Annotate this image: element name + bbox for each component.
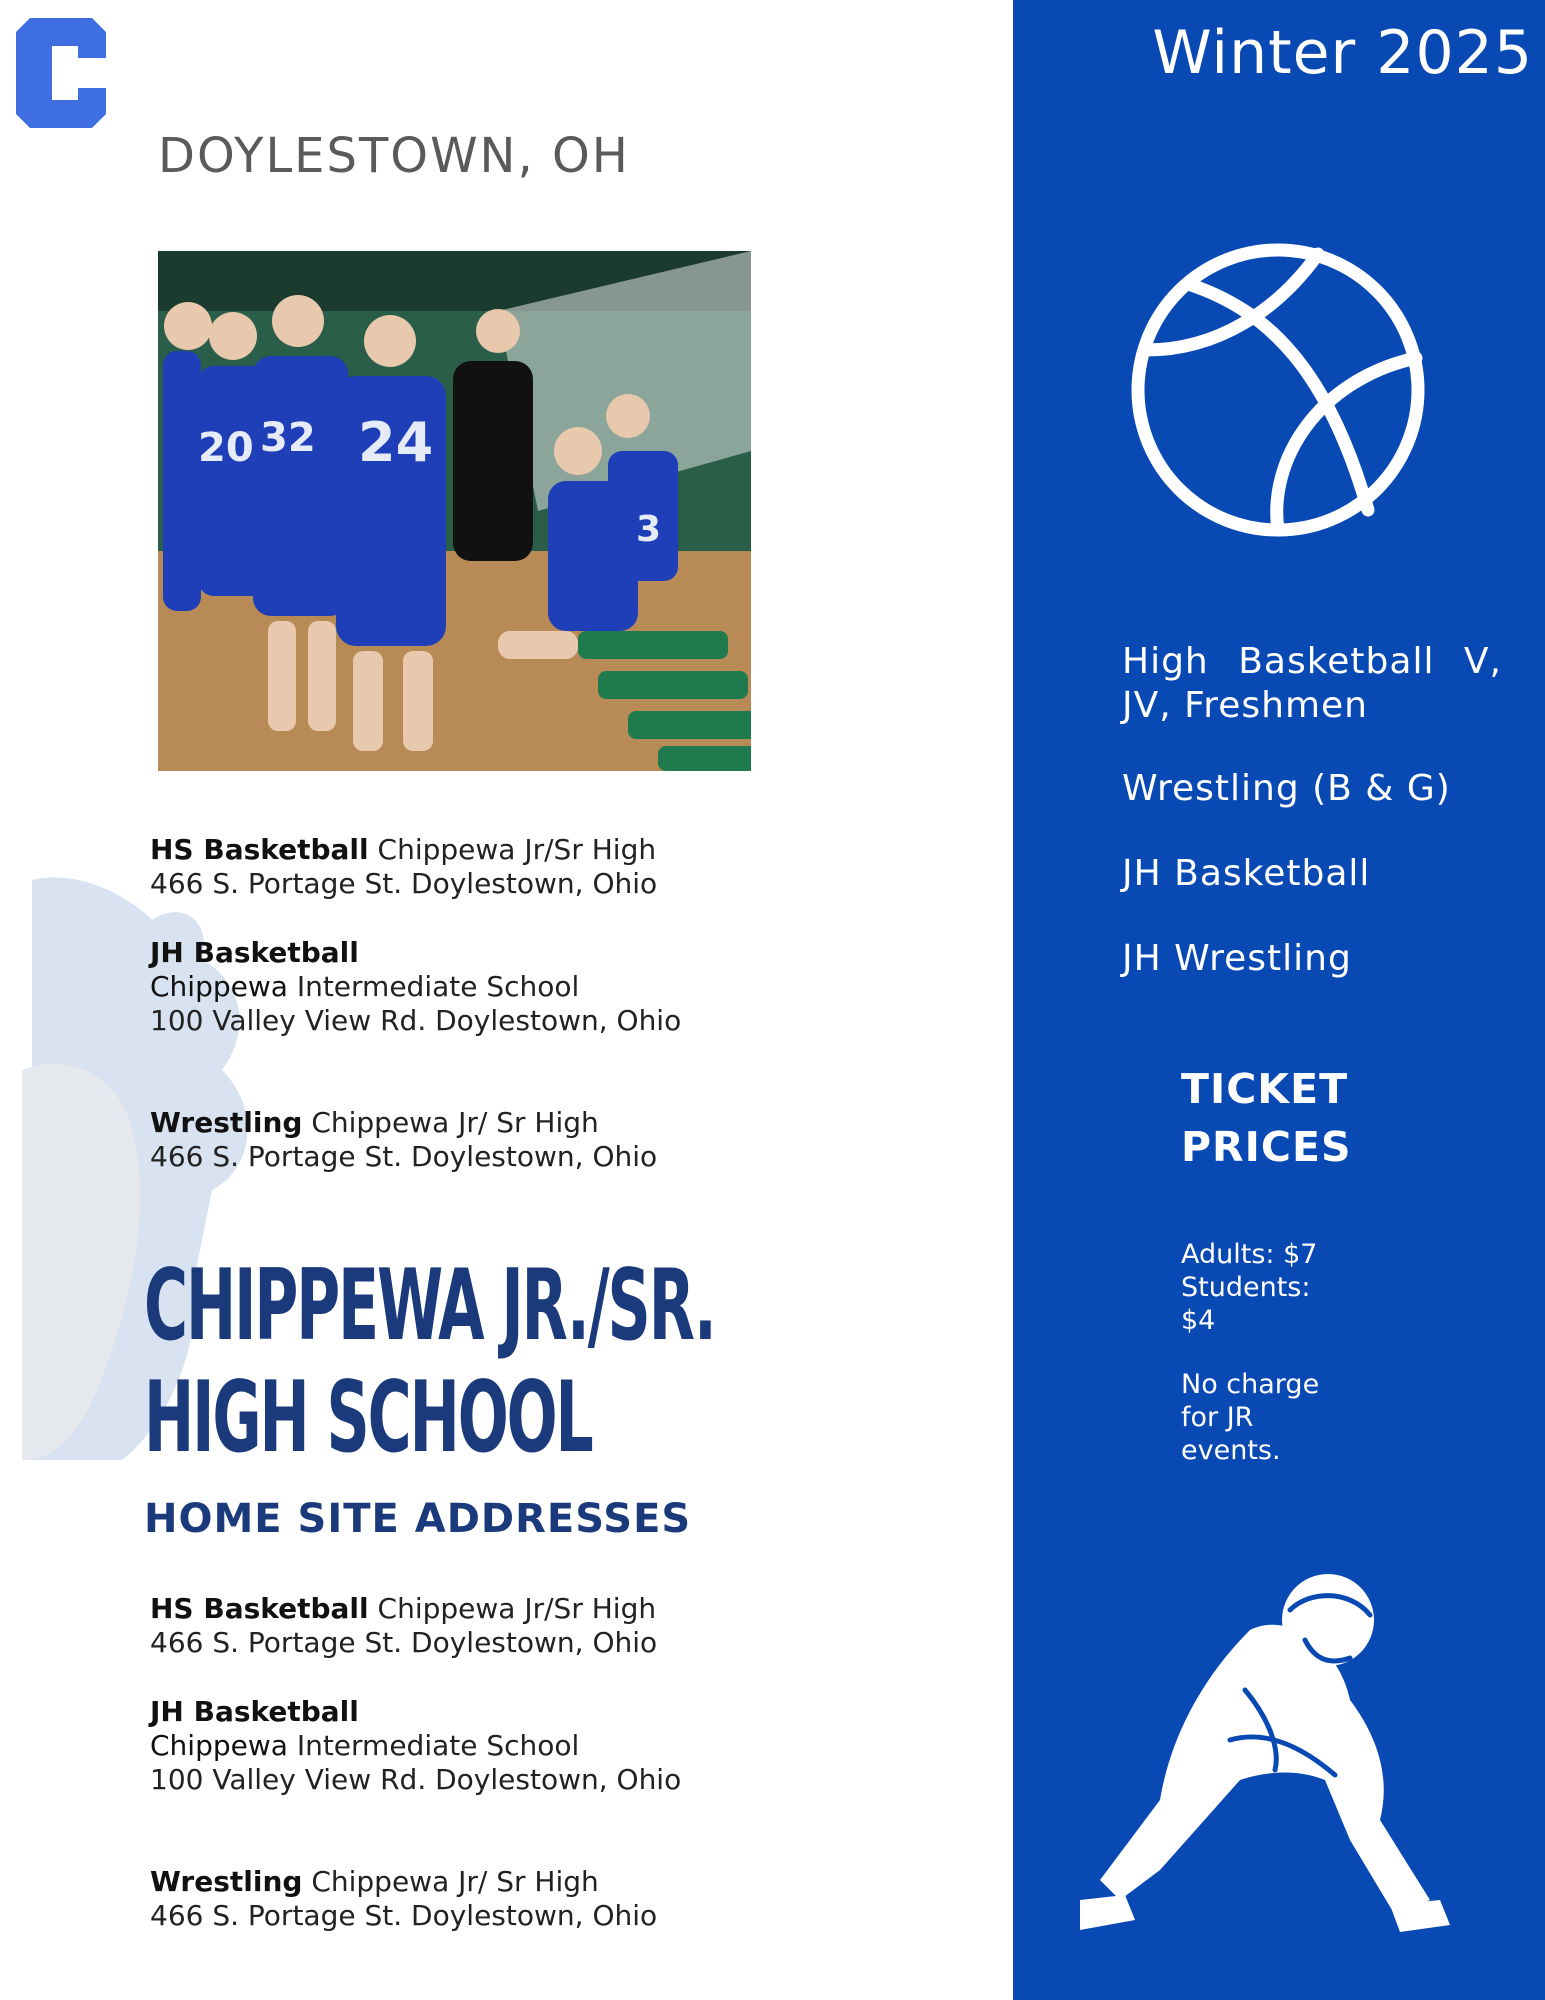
adult-price: Adults: $7: [1181, 1239, 1318, 1270]
address-hs-basketball-bottom: [150, 1592, 770, 1660]
jersey-number-3: 3: [636, 509, 662, 550]
season-title: Winter 2025: [1152, 18, 1533, 88]
sport-item-wrestling: Wrestling (B & G): [1122, 768, 1451, 809]
sport-item-hs-basketball: High Basketball V, JV, Freshmen: [1122, 641, 1502, 726]
jersey-number-32: 32: [260, 415, 316, 461]
chippewa-c-logo: [16, 18, 106, 128]
venue-name-bold: Chippewa: [150, 1729, 288, 1762]
street-address: 466 S. Portage St. Doylestown, Ohio: [150, 1626, 658, 1659]
sport-label: JH Basketball: [150, 1695, 359, 1728]
venue-name: Chippewa Jr/Sr High: [377, 833, 657, 866]
ticket-prices-heading: [1181, 1060, 1441, 1176]
street-address: 100 Valley View Rd. Doylestown, Ohio: [150, 1004, 682, 1037]
address-hs-basketball-top: [150, 833, 770, 901]
wrestler-icon: [1050, 1570, 1470, 1940]
sport-item-jh-basketball: JH Basketball: [1122, 853, 1371, 894]
home-site-heading: HOME SITE ADDRESSES: [144, 1496, 692, 1542]
jersey-number-24: 24: [358, 411, 434, 474]
team-huddle-photo: [158, 251, 751, 771]
sport-label: Wrestling: [150, 1106, 303, 1139]
venue-name: Chippewa Jr/ Sr High: [311, 1106, 599, 1139]
venue-name: Intermediate School: [296, 970, 580, 1003]
jr-events-note: No charge for JR events.: [1181, 1369, 1320, 1466]
venue-name: Chippewa Jr/Sr High: [377, 1592, 657, 1625]
jersey-number-20: 20: [198, 425, 254, 471]
sport-label: HS Basketball: [150, 833, 369, 866]
address-jh-basketball-top: [150, 936, 770, 1038]
venue-name-bold: Chippewa: [150, 970, 288, 1003]
street-address: 466 S. Portage St. Doylestown, Ohio: [150, 1140, 658, 1173]
sport-item-jh-wrestling: JH Wrestling: [1122, 938, 1352, 979]
sport-label: Wrestling: [150, 1865, 303, 1898]
address-jh-basketball-bottom: [150, 1695, 770, 1797]
street-address: 100 Valley View Rd. Doylestown, Ohio: [150, 1763, 682, 1796]
address-wrestling-bottom: [150, 1865, 770, 1933]
sport-label: HS Basketball: [150, 1592, 369, 1625]
student-price: Students: $4: [1181, 1272, 1311, 1336]
venue-name: Chippewa Jr/ Sr High: [311, 1865, 599, 1898]
basketball-icon: [1128, 240, 1428, 540]
city-heading: DOYLESTOWN, OH: [158, 128, 630, 184]
ticket-prices-list: [1181, 1238, 1351, 1467]
school-name-line-1: CHIPPEWA JR./SR.: [144, 1249, 715, 1363]
school-name: [144, 1249, 715, 1475]
street-address: 466 S. Portage St. Doylestown, Ohio: [150, 867, 658, 900]
street-address: 466 S. Portage St. Doylestown, Ohio: [150, 1899, 658, 1932]
ticket-heading-line-1: TICKET: [1181, 1065, 1349, 1113]
ticket-heading-line-2: PRICES: [1181, 1123, 1352, 1171]
school-name-line-2: HIGH SCHOOL: [144, 1361, 592, 1475]
sport-label: JH Basketball: [150, 936, 359, 969]
venue-name: Intermediate School: [296, 1729, 580, 1762]
address-wrestling-top: [150, 1106, 770, 1174]
